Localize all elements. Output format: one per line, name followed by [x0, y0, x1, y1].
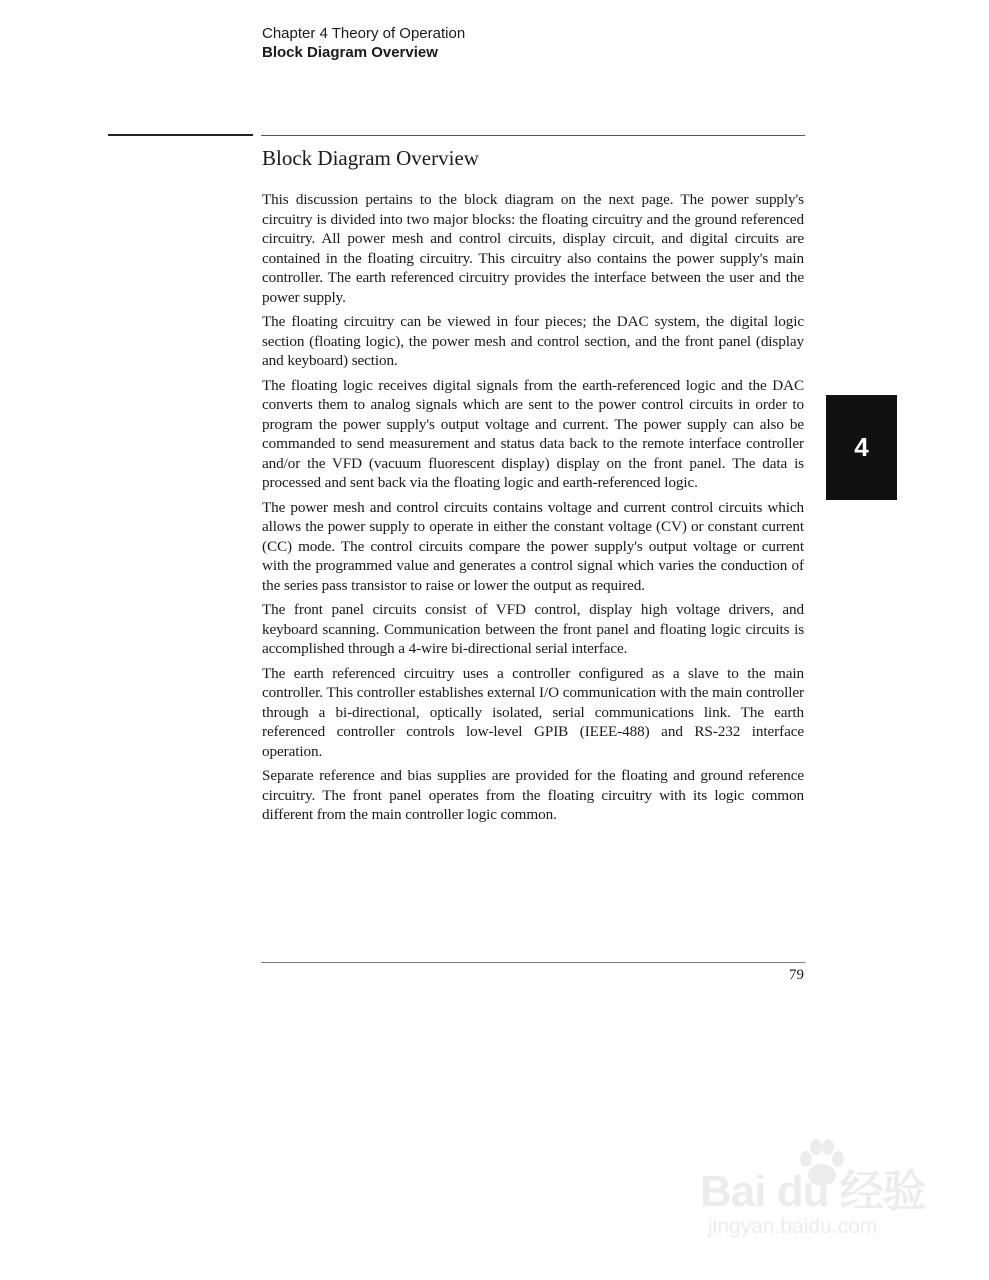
watermark-url: jingyan.baidu.com	[708, 1215, 878, 1238]
page-number: 79	[789, 967, 804, 983]
paragraph: The power mesh and control circuits contains voltage and current control circuits which allows the power supply to operate in either the constant voltage (CV) or constant current (CC) mode. The control circuits compare the power supply's output voltage or current with the programmed value and generates a control signal which varies the conduction of the series pass transistor to raise or lower the output as required.	[262, 498, 804, 594]
paragraph: The front panel circuits consist of VFD control, display high voltage drivers, and keyboard scanning. Communication between the front panel and floating logic circuits is accomplished through a 4-wire bi-directional serial interface.	[262, 601, 804, 657]
chapter-tab-label: 4	[854, 432, 869, 462]
heading-rule-left	[108, 134, 253, 136]
running-header	[262, 24, 465, 62]
paragraph: The floating logic receives digital signals from the earth-referenced logic and the DAC converts them to analog signals which are sent to the power control circuits in order to program the power supply's output voltage and current. The power supply can also be commanded to send measurement and status data back to the remote interface controller and/or the VFD (vacuum fluorescent display) display on the front panel. The data is processed and sent back via the floating logic and earth-referenced logic.	[262, 376, 804, 491]
section-heading: Block Diagram Overview	[262, 44, 438, 61]
chapter-tab	[826, 395, 897, 500]
chapter-heading: Chapter 4 Theory of Operation	[262, 25, 466, 42]
footer-rule	[261, 962, 805, 963]
paragraph: The floating circuitry can be viewed in four pieces; the DAC system, the digital logic section (floating logic), the power mesh and control section, and the front panel (display and keyboard) section.	[262, 313, 804, 369]
paragraph: The earth referenced circuitry uses a controller configured as a slave to the main controller. This controller establishes external I/O communication with the main controller through a bi-directional, optically isolated, serial communications link. The earth referenced controller controls low-level GPIB (IEEE-488) and RS-232 interface operation.	[262, 664, 804, 760]
baidu-watermark	[700, 1135, 935, 1245]
body-text	[262, 190, 804, 830]
watermark-logo-text: Bai du 经验	[700, 1167, 926, 1216]
paragraph: This discussion pertains to the block diagram on the next page. The power supply's circuitry is divided into two major blocks: the floating circuitry and the ground referenced circuitry. All power mesh and control circuits, display circuit, and digital circuits are contained in the floating circuitry. This circuitry also contains the power supply's main controller. The earth referenced circuitry provides the interface between the user and the power supply.	[262, 191, 804, 306]
paragraph: Separate reference and bias supplies are provided for the floating and ground reference circuitry. The front panel operates from the floating circuitry with its logic common different from the main controller logic common.	[262, 767, 804, 823]
page-title: Block Diagram Overview	[262, 146, 479, 170]
heading-rule-right	[261, 135, 805, 136]
